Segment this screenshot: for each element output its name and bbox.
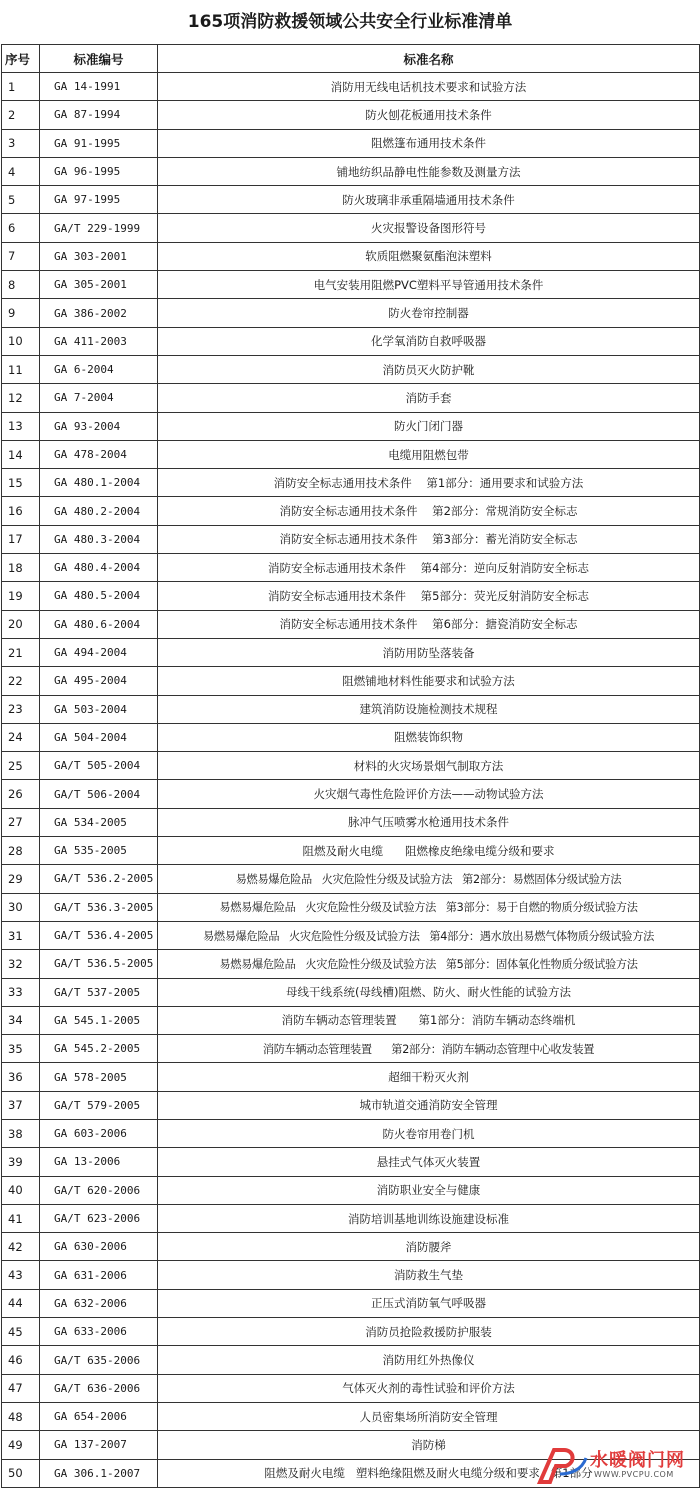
row-number: 9	[2, 299, 40, 327]
table-row	[2, 469, 700, 497]
table-row	[2, 1148, 700, 1176]
column-header-name: 标准名称	[158, 45, 700, 73]
standard-code: GA 545.2-2005	[40, 1035, 158, 1063]
row-number: 11	[2, 355, 40, 383]
table-row	[2, 327, 700, 355]
standard-code: GA 306.1-2007	[40, 1459, 158, 1487]
row-number: 7	[2, 242, 40, 270]
row-number: 20	[2, 610, 40, 638]
standard-name: 消防培训基地训练设施建设标准	[158, 1204, 700, 1232]
standard-name: 防火玻璃非承重隔墙通用技术条件	[158, 186, 700, 214]
row-number: 5	[2, 186, 40, 214]
standard-name: 电气安装用阻燃PVC塑料平导管通用技术条件	[158, 271, 700, 299]
standard-code: GA 478-2004	[40, 440, 158, 468]
row-number: 8	[2, 271, 40, 299]
row-number: 33	[2, 978, 40, 1006]
standard-code: GA 14-1991	[40, 73, 158, 101]
watermark-url: WWW.PVCPU.COM	[594, 1470, 674, 1479]
row-number: 30	[2, 893, 40, 921]
row-number: 1	[2, 73, 40, 101]
row-number: 15	[2, 469, 40, 497]
row-number: 4	[2, 157, 40, 185]
table-row	[2, 186, 700, 214]
site-watermark	[534, 1444, 694, 1486]
column-header-code: 标准编号	[40, 45, 158, 73]
standard-name: 消防用无线电话机技术要求和试验方法	[158, 73, 700, 101]
table-row	[2, 582, 700, 610]
standards-table	[1, 44, 700, 1488]
standard-code: GA 545.1-2005	[40, 1006, 158, 1034]
row-number: 21	[2, 638, 40, 666]
row-number: 16	[2, 497, 40, 525]
row-number: 47	[2, 1374, 40, 1402]
standard-code: GA/T 506-2004	[40, 780, 158, 808]
standard-name: 化学氧消防自救呼吸器	[158, 327, 700, 355]
standard-code: GA 632-2006	[40, 1289, 158, 1317]
standard-code: GA 97-1995	[40, 186, 158, 214]
table-row	[2, 1261, 700, 1289]
standard-name: 消防用红外热像仪	[158, 1346, 700, 1374]
table-row	[2, 808, 700, 836]
standard-name: 消防职业安全与健康	[158, 1176, 700, 1204]
standard-code: GA 630-2006	[40, 1233, 158, 1261]
row-number: 22	[2, 667, 40, 695]
row-number: 42	[2, 1233, 40, 1261]
standard-code: GA/T 635-2006	[40, 1346, 158, 1374]
table-row	[2, 865, 700, 893]
table-row	[2, 1091, 700, 1119]
row-number: 41	[2, 1204, 40, 1232]
standard-name: 消防安全标志通用技术条件 第2部分：常规消防安全标志	[158, 497, 700, 525]
row-number: 17	[2, 525, 40, 553]
row-number: 2	[2, 101, 40, 129]
table-row	[2, 723, 700, 751]
table-row	[2, 412, 700, 440]
standard-code: GA/T 620-2006	[40, 1176, 158, 1204]
standard-name: 易燃易爆危险品 火灾危险性分级及试验方法 第3部分：易于自燃的物质分级试验方法	[158, 893, 700, 921]
table-row	[2, 1176, 700, 1204]
standard-name: 火灾烟气毒性危险评价方法——动物试验方法	[158, 780, 700, 808]
standard-name: 城市轨道交通消防安全管理	[158, 1091, 700, 1119]
standard-name: 防火门闭门器	[158, 412, 700, 440]
standard-name: 消防用防坠落装备	[158, 638, 700, 666]
row-number: 39	[2, 1148, 40, 1176]
watermark-text: 水暖阀门网	[590, 1450, 685, 1471]
standard-name: 气体灭火剂的毒性试验和评价方法	[158, 1374, 700, 1402]
table-row	[2, 667, 700, 695]
table-header-row	[2, 45, 700, 73]
standard-name: 消防腰斧	[158, 1233, 700, 1261]
table-row	[2, 638, 700, 666]
row-number: 3	[2, 129, 40, 157]
standard-code: GA 7-2004	[40, 384, 158, 412]
table-row	[2, 73, 700, 101]
standard-name: 阻燃及耐火电缆 塑料绝缘阻燃及耐火电缆分级和要求 第1部分	[158, 1459, 700, 1487]
watermark-logo-icon	[534, 1444, 590, 1486]
table-row	[2, 157, 700, 185]
row-number: 37	[2, 1091, 40, 1119]
standard-name: 消防车辆动态管理装置 第1部分：消防车辆动态终端机	[158, 1006, 700, 1034]
table-row	[2, 752, 700, 780]
row-number: 19	[2, 582, 40, 610]
table-row	[2, 214, 700, 242]
standard-name: 火灾报警设备图形符号	[158, 214, 700, 242]
standard-name: 消防安全标志通用技术条件 第4部分：逆向反射消防安全标志	[158, 554, 700, 582]
standard-code: GA/T 229-1999	[40, 214, 158, 242]
standard-name: 消防安全标志通用技术条件 第3部分：蓄光消防安全标志	[158, 525, 700, 553]
standard-code: GA 603-2006	[40, 1119, 158, 1147]
row-number: 23	[2, 695, 40, 723]
table-row	[2, 497, 700, 525]
standard-code: GA 578-2005	[40, 1063, 158, 1091]
table-row	[2, 950, 700, 978]
standard-name: 消防手套	[158, 384, 700, 412]
row-number: 13	[2, 412, 40, 440]
table-row	[2, 525, 700, 553]
row-number: 24	[2, 723, 40, 751]
standard-code: GA/T 536.3-2005	[40, 893, 158, 921]
table-row	[2, 893, 700, 921]
standard-name: 阻燃装饰织物	[158, 723, 700, 751]
table-row	[2, 242, 700, 270]
standard-name: 铺地纺织品静电性能参数及测量方法	[158, 157, 700, 185]
standard-name: 阻燃铺地材料性能要求和试验方法	[158, 667, 700, 695]
standard-name: 消防员灭火防护靴	[158, 355, 700, 383]
table-row	[2, 780, 700, 808]
standard-name: 阻燃及耐火电缆 阻燃橡皮绝缘电缆分级和要求	[158, 837, 700, 865]
row-number: 10	[2, 327, 40, 355]
standard-name: 正压式消防氧气呼吸器	[158, 1289, 700, 1317]
standard-name: 消防车辆动态管理装置 第2部分：消防车辆动态管理中心收发装置	[158, 1035, 700, 1063]
row-number: 28	[2, 837, 40, 865]
row-number: 46	[2, 1346, 40, 1374]
table-row	[2, 554, 700, 582]
standard-name: 消防安全标志通用技术条件 第1部分：通用要求和试验方法	[158, 469, 700, 497]
standard-name: 防火卷帘控制器	[158, 299, 700, 327]
table-row	[2, 1346, 700, 1374]
row-number: 12	[2, 384, 40, 412]
table-row	[2, 355, 700, 383]
standard-name: 脉冲气压喷雾水枪通用技术条件	[158, 808, 700, 836]
standard-name: 消防安全标志通用技术条件 第5部分：荧光反射消防安全标志	[158, 582, 700, 610]
standard-code: GA 96-1995	[40, 157, 158, 185]
row-number: 49	[2, 1431, 40, 1459]
table-row	[2, 1374, 700, 1402]
standard-name: 防火刨花板通用技术条件	[158, 101, 700, 129]
standard-code: GA 503-2004	[40, 695, 158, 723]
table-row	[2, 1233, 700, 1261]
standard-name: 消防梯	[158, 1431, 700, 1459]
row-number: 43	[2, 1261, 40, 1289]
standard-code: GA 480.6-2004	[40, 610, 158, 638]
standard-code: GA 480.5-2004	[40, 582, 158, 610]
row-number: 25	[2, 752, 40, 780]
standard-code: GA/T 536.2-2005	[40, 865, 158, 893]
standard-code: GA 87-1994	[40, 101, 158, 129]
standard-code: GA 386-2002	[40, 299, 158, 327]
table-row	[2, 1119, 700, 1147]
standard-name: 悬挂式气体灭火装置	[158, 1148, 700, 1176]
standard-code: GA 504-2004	[40, 723, 158, 751]
standard-code: GA 480.1-2004	[40, 469, 158, 497]
table-body	[2, 73, 700, 1488]
row-number: 14	[2, 440, 40, 468]
standard-code: GA 93-2004	[40, 412, 158, 440]
table-row	[2, 101, 700, 129]
standard-code: GA 137-2007	[40, 1431, 158, 1459]
table-row	[2, 1035, 700, 1063]
row-number: 32	[2, 950, 40, 978]
standard-name: 电缆用阻燃包带	[158, 440, 700, 468]
standard-name: 易燃易爆危险品 火灾危险性分级及试验方法 第4部分：遇水放出易燃气体物质分级试验方法	[158, 921, 700, 949]
row-number: 18	[2, 554, 40, 582]
row-number: 38	[2, 1119, 40, 1147]
row-number: 40	[2, 1176, 40, 1204]
standard-name: 母线干线系统(母线槽)阻燃、防火、耐火性能的试验方法	[158, 978, 700, 1006]
table-row	[2, 1318, 700, 1346]
row-number: 44	[2, 1289, 40, 1317]
standard-code: GA/T 636-2006	[40, 1374, 158, 1402]
row-number: 29	[2, 865, 40, 893]
row-number: 31	[2, 921, 40, 949]
table-row	[2, 1204, 700, 1232]
standard-name: 易燃易爆危险品 火灾危险性分级及试验方法 第2部分：易燃固体分级试验方法	[158, 865, 700, 893]
row-number: 6	[2, 214, 40, 242]
standard-code: GA 13-2006	[40, 1148, 158, 1176]
row-number: 26	[2, 780, 40, 808]
table-row	[2, 299, 700, 327]
standard-code: GA 494-2004	[40, 638, 158, 666]
standard-name: 建筑消防设施检测技术规程	[158, 695, 700, 723]
standard-code: GA 480.4-2004	[40, 554, 158, 582]
standard-name: 材料的火灾场景烟气制取方法	[158, 752, 700, 780]
row-number: 35	[2, 1035, 40, 1063]
standard-name: 超细干粉灭火剂	[158, 1063, 700, 1091]
standard-code: GA 534-2005	[40, 808, 158, 836]
standard-code: GA 411-2003	[40, 327, 158, 355]
standard-code: GA/T 537-2005	[40, 978, 158, 1006]
standard-code: GA 480.2-2004	[40, 497, 158, 525]
standard-code: GA 305-2001	[40, 271, 158, 299]
standard-code: GA 631-2006	[40, 1261, 158, 1289]
standard-code: GA/T 623-2006	[40, 1204, 158, 1232]
standard-name: 消防员抢险救援防护服装	[158, 1318, 700, 1346]
row-number: 50	[2, 1459, 40, 1487]
table-row	[2, 837, 700, 865]
standard-name: 防火卷帘用卷门机	[158, 1119, 700, 1147]
standard-name: 人员密集场所消防安全管理	[158, 1402, 700, 1430]
standard-name: 消防救生气垫	[158, 1261, 700, 1289]
table-row	[2, 610, 700, 638]
row-number: 48	[2, 1402, 40, 1430]
table-row	[2, 271, 700, 299]
standard-name: 消防安全标志通用技术条件 第6部分：搪瓷消防安全标志	[158, 610, 700, 638]
standard-name: 阻燃篷布通用技术条件	[158, 129, 700, 157]
table-row	[2, 1402, 700, 1430]
standard-name: 软质阻燃聚氨酯泡沫塑料	[158, 242, 700, 270]
standard-code: GA/T 579-2005	[40, 1091, 158, 1119]
standard-code: GA/T 536.5-2005	[40, 950, 158, 978]
standard-name: 易燃易爆危险品 火灾危险性分级及试验方法 第5部分：固体氧化性物质分级试验方法	[158, 950, 700, 978]
table-row	[2, 129, 700, 157]
standard-code: GA 495-2004	[40, 667, 158, 695]
table-row	[2, 384, 700, 412]
standard-code: GA 91-1995	[40, 129, 158, 157]
standard-code: GA 303-2001	[40, 242, 158, 270]
standard-code: GA/T 536.4-2005	[40, 921, 158, 949]
table-row	[2, 978, 700, 1006]
table-row	[2, 695, 700, 723]
standard-code: GA 654-2006	[40, 1402, 158, 1430]
table-row	[2, 440, 700, 468]
standard-code: GA 6-2004	[40, 355, 158, 383]
standard-code: GA 535-2005	[40, 837, 158, 865]
table-row	[2, 921, 700, 949]
standard-code: GA/T 505-2004	[40, 752, 158, 780]
row-number: 45	[2, 1318, 40, 1346]
row-number: 36	[2, 1063, 40, 1091]
row-number: 27	[2, 808, 40, 836]
page-title: 165项消防救援领域公共安全行业标准清单	[187, 12, 513, 32]
column-header-no: 序号	[2, 45, 40, 73]
table-row	[2, 1289, 700, 1317]
table-row	[2, 1063, 700, 1091]
standard-code: GA 480.3-2004	[40, 525, 158, 553]
table-row	[2, 1006, 700, 1034]
standard-code: GA 633-2006	[40, 1318, 158, 1346]
row-number: 34	[2, 1006, 40, 1034]
